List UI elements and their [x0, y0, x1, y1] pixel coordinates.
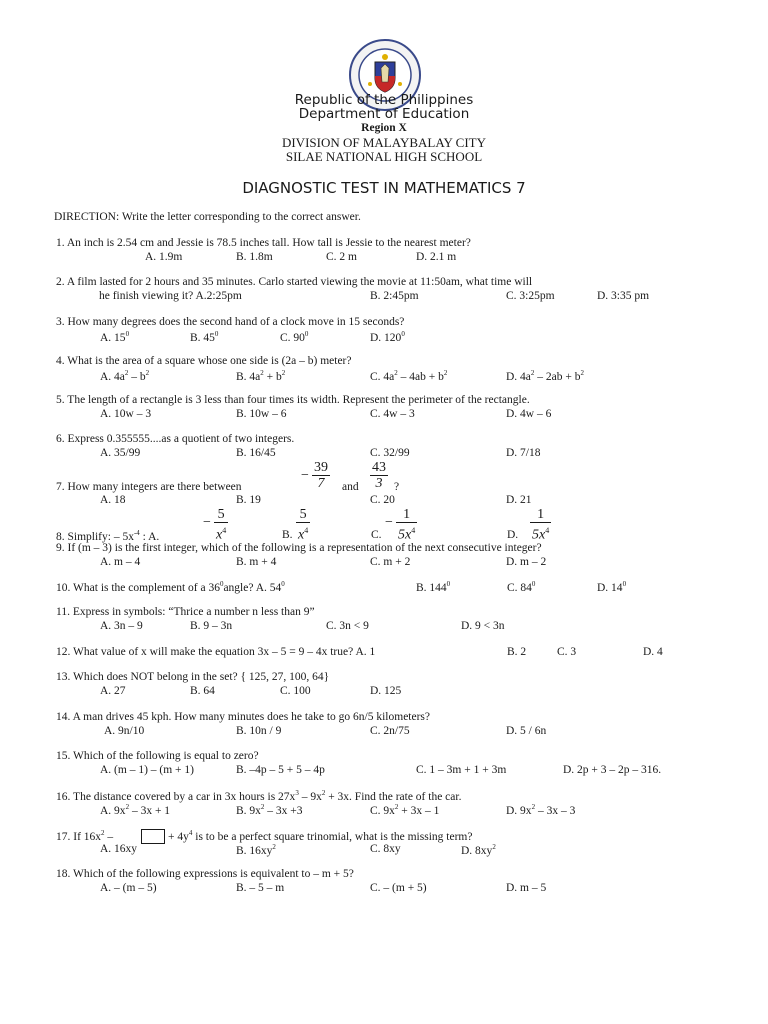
q16-choice-d: D. $9x^2 - 3x - 3$ [506, 803, 576, 817]
q15-choice-b: B. –4p – 5 + 5 – 4p [236, 764, 325, 776]
q12-choice-d: D. 4 [643, 646, 663, 658]
q8-choice-d-label: D. [507, 529, 519, 541]
q18-choice-a: A. – (m – 5) [100, 882, 157, 894]
q7-question-mark: ? [394, 481, 400, 493]
q2-choice-d: D. 3:35 pm [597, 290, 650, 302]
header-department: Department of Education [298, 106, 470, 122]
q4-choice-d: D. $4a^2 - 2ab + b^2$ [506, 369, 585, 383]
q8-choice-b-label: B. [282, 529, 293, 541]
q1-choice-c: C. 2 m [326, 251, 357, 263]
q13-choice-b: B. 64 [190, 685, 215, 697]
q7-choice-c: C. 20 [370, 494, 395, 506]
q11-choice-d: D. 9 < 3n [461, 620, 505, 632]
q6-choice-c: C. 32/99 [370, 447, 410, 459]
q6-choice-d: D. 7/18 [506, 447, 541, 459]
question-2-cont: he finish viewing it? A.2:25pm [99, 290, 242, 302]
question-13: 13. Which does NOT belong in the set? { 125, 27, 100, 64} [56, 671, 330, 683]
question-9: 9. If (m – 3) is the first integer, which of the following is a representation of the next consecutive integer? [56, 542, 542, 554]
q8-choice-b-fraction: $\frac{5}{x^4}$ [298, 507, 309, 543]
question-17-rest: + $4y^4$ is to be a perfect square trinomial, what is the missing term? [168, 829, 473, 843]
q3-choice-a: A. $15^0$ [100, 330, 130, 344]
q13-choice-a: A. 27 [100, 685, 126, 697]
q14-choice-d: D. 5 / 6n [506, 725, 547, 737]
q10-choice-c: C. $84^0$ [507, 580, 536, 594]
q10-choice-b: B. $144^0$ [416, 580, 451, 594]
q9-choice-d: D. m – 2 [506, 556, 547, 568]
direction-text: DIRECTION: Write the letter corresponding to the correct answer. [54, 211, 361, 223]
q17-choice-a: A. 16xy [100, 843, 138, 855]
q6-choice-a: A. 35/99 [100, 447, 141, 459]
q5-choice-b: B. 10w – 6 [236, 408, 287, 420]
q7-fraction-2: $\frac{43}{3}$ [372, 460, 386, 491]
q18-choice-b: B. – 5 – m [236, 882, 285, 894]
q4-choice-b: B. $4a^2 + b^2$ [236, 369, 286, 383]
question-3: 3. How many degrees does the second hand of a clock move in 15 seconds? [56, 316, 405, 328]
q2-choice-b: B. 2:45pm [370, 290, 419, 302]
question-8: 8. Simplify: – $5x^{-4}$ : A. [56, 529, 160, 543]
q1-choice-d: D. 2.1 m [416, 251, 457, 263]
question-11: 11. Express in symbols: “Thrice a number n less than 9” [56, 606, 315, 618]
header-region: Region X [361, 122, 407, 134]
q12-choice-c: C. 3 [557, 646, 577, 658]
q10-choice-d: D. $14^0$ [597, 580, 627, 594]
q3-choice-d: D. $120^0$ [370, 330, 405, 344]
question-12: 12. What value of x will make the equation 3x – 5 = 9 – 4x true? A. 1 [56, 646, 376, 658]
q7-choice-a: A. 18 [100, 494, 126, 506]
header-school: SILAE NATIONAL HIGH SCHOOL [285, 149, 483, 164]
q16-choice-c: C. $9x^2 + 3x - 1$ [370, 803, 440, 817]
q15-choice-d: D. 2p + 3 – 2p – 316. [563, 764, 662, 776]
q8-choice-c-fraction: − 1 $5x^4$ [385, 507, 416, 543]
q1-choice-a: A. 1.9m [145, 251, 183, 263]
question-16: 16. The distance covered by a car in 3x hours is $27x^3 - 9x^2 + 3x$. Find the rate of the car. [56, 789, 462, 803]
q15-choice-c: C. 1 – 3m + 1 + 3m [416, 764, 507, 776]
q5-choice-d: D. 4w – 6 [506, 408, 552, 420]
q8-choice-c-label: C. [371, 529, 382, 541]
q7-fraction-1: − 39 7 [301, 460, 328, 491]
question-6: 6. Express 0.355555....as a quotient of two integers. [56, 433, 295, 445]
header-division: DIVISION OF MALAYBALAY CITY [281, 135, 487, 150]
q13-choice-d: D. 125 [370, 685, 402, 697]
q3-choice-b: B. $45^0$ [190, 330, 219, 344]
q6-choice-b: B. 16/45 [236, 447, 276, 459]
q17-choice-b: B. $16xy^2$ [236, 843, 276, 857]
q7-choice-d: D. 21 [506, 494, 532, 506]
q5-choice-c: C. 4w – 3 [370, 408, 415, 420]
q9-choice-c: C. m + 2 [370, 556, 411, 568]
q14-choice-c: C. 2n/75 [370, 725, 410, 737]
q11-choice-b: B. 9 – 3n [190, 620, 233, 632]
q7-and: and [342, 481, 359, 493]
q1-choice-b: B. 1.8m [236, 251, 273, 263]
question-18: 18. Which of the following expressions is equivalent to – m + 5? [56, 868, 354, 880]
question-17: 17. If $16x^2$ – [56, 829, 114, 843]
q3-choice-c: C. $90^0$ [280, 330, 309, 344]
q2-choice-c: C. 3:25pm [506, 290, 555, 302]
question-5: 5. The length of a rectangle is 3 less than four times its width. Represent the perimeter of the rectangle. [56, 394, 530, 406]
q8-choice-a-fraction: − 5 $x^4$ [203, 507, 227, 543]
q9-choice-a: A. m – 4 [100, 556, 141, 568]
q4-choice-c: C. $4a^2 - 4ab + b^2$ [370, 369, 448, 383]
q15-choice-a: A. (m – 1) – (m + 1) [100, 764, 194, 776]
q18-choice-d: D. m – 5 [506, 882, 547, 894]
q16-choice-b: B. $9x^2 - 3x +3$ [236, 803, 303, 817]
q9-choice-b: B. m + 4 [236, 556, 277, 568]
q12-choice-b: B. 2 [507, 646, 527, 658]
q13-choice-c: C. 100 [280, 685, 311, 697]
q17-choice-d: D. $8xy^2$ [461, 843, 496, 857]
q8-choice-d-fraction: $\frac{1}{5x^4}$ [532, 507, 550, 543]
q5-choice-a: A. 10w – 3 [100, 408, 152, 420]
question-2: 2. A film lasted for 2 hours and 35 minutes. Carlo started viewing the movie at 11:50am, what time will [56, 276, 533, 288]
page-title: DIAGNOSTIC TEST IN MATHEMATICS 7 [242, 179, 526, 197]
question-4: 4. What is the area of a square whose one side is (2a – b) meter? [56, 355, 352, 367]
q17-blank-box [141, 829, 165, 844]
question-14: 14. A man drives 45 kph. How many minutes does he take to go 6n/5 kilometers? [56, 711, 431, 723]
q11-choice-a: A. 3n – 9 [100, 620, 143, 632]
q14-choice-b: B. 10n / 9 [236, 725, 282, 737]
q18-choice-c: C. – (m + 5) [370, 882, 427, 894]
question-1: 1. An inch is 2.54 cm and Jessie is 78.5 inches tall. How tall is Jessie to the nearest meter? [56, 237, 471, 249]
q4-choice-a: A. $4a^2 - b^2$ [100, 369, 150, 383]
header-republic: Republic of the Philippines [294, 92, 474, 108]
q16-choice-a: A. $9x^2 - 3x + 1$ [100, 803, 171, 817]
q11-choice-c: C. 3n < 9 [326, 620, 369, 632]
question-15: 15. Which of the following is equal to zero? [56, 750, 259, 762]
question-10: 10. What is the complement of a $36^0angle$? A. $54^0$ [56, 580, 285, 594]
q14-choice-a: A. 9n/10 [104, 725, 145, 737]
q17-choice-c: C. 8xy [370, 843, 401, 855]
q7-choice-b: B. 19 [236, 494, 261, 506]
question-7: 7. How many integers are there between [56, 481, 242, 493]
